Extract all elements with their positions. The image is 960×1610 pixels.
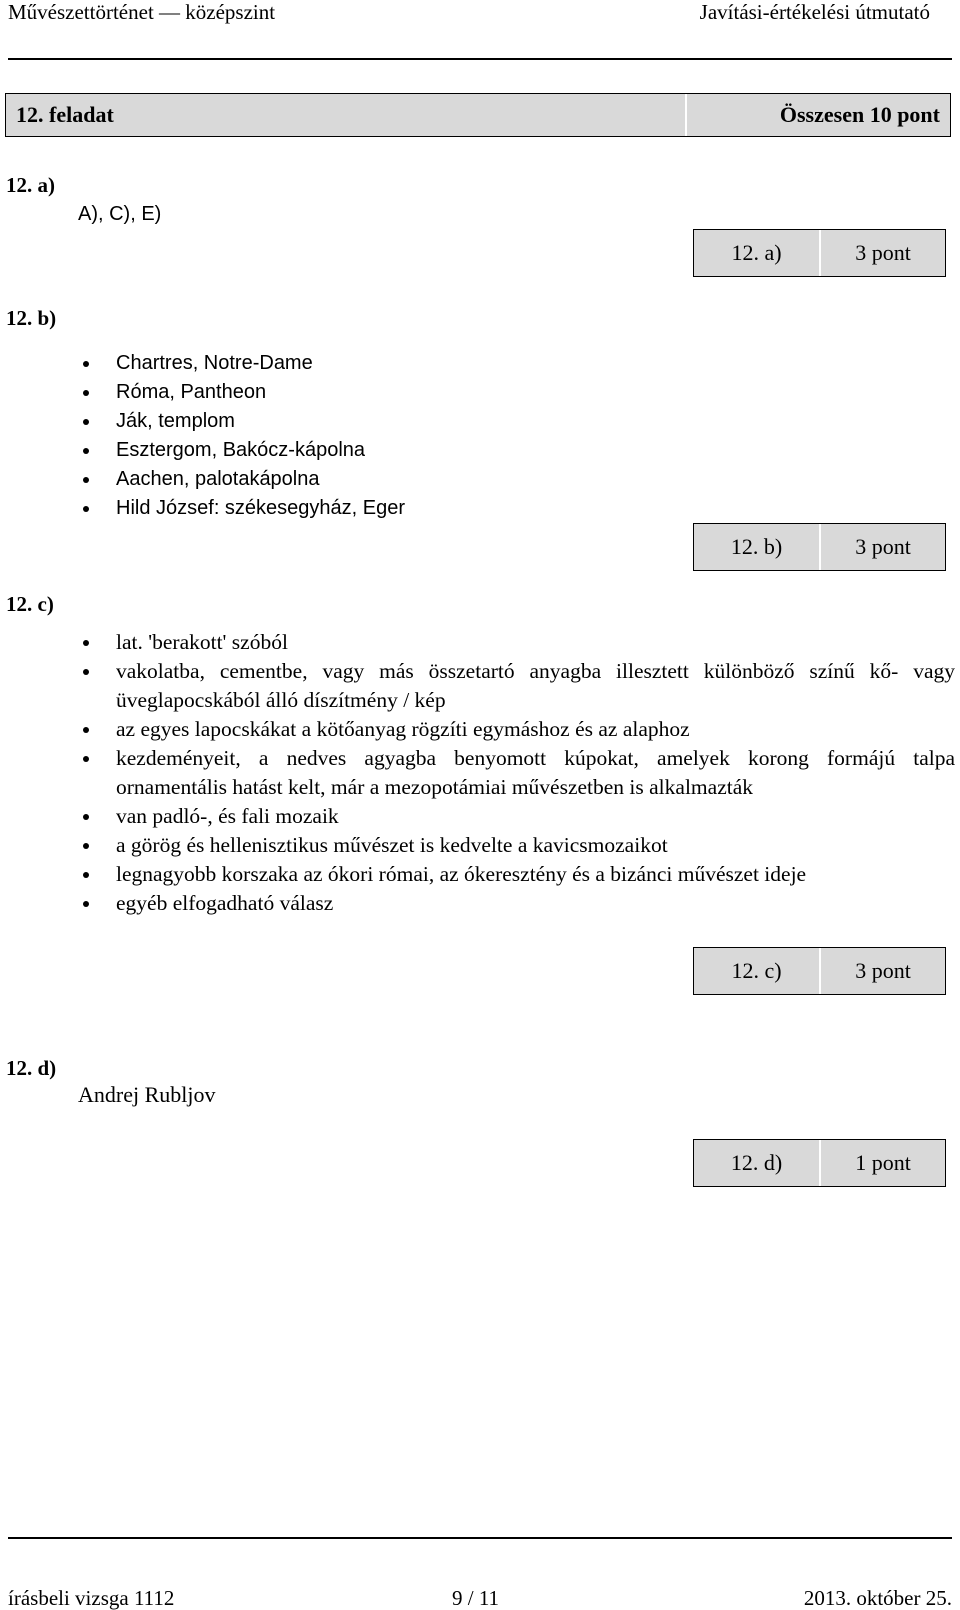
part-d-score-box <box>693 1139 946 1187</box>
part-c-score-box <box>693 947 946 995</box>
part-c-label: 12. c) <box>6 592 54 616</box>
header-rule <box>8 58 952 60</box>
part-d-score-value: 1 pont <box>855 1150 911 1175</box>
task-total-points: Összesen 10 pont <box>687 94 950 136</box>
footer-rule <box>8 1537 952 1539</box>
list-item: Aachen, palotakápolna <box>75 465 875 494</box>
part-d-label: 12. d) <box>6 1056 57 1080</box>
list-item: legnagyobb korszaka az ókori római, az ókeresztény és a bizánci művészet ideje <box>75 860 955 889</box>
footer-date: 2013. október 25. <box>803 1586 952 1610</box>
part-d-answer: Andrej Rubljov <box>78 1082 216 1107</box>
part-a-score-value: 3 pont <box>855 240 911 265</box>
part-a-score-box <box>693 229 946 277</box>
header-right-title: Javítási-értékelési útmutató <box>699 0 930 24</box>
footer-exam-code: írásbeli vizsga 1112 <box>8 1586 175 1610</box>
part-a-answer: A), C), E) <box>78 203 162 225</box>
part-a-score-label: 12. a) <box>694 230 821 276</box>
part-d-score-label: 12. d) <box>694 1140 821 1186</box>
header-left-title: Művészettörténet — középszint <box>8 0 276 24</box>
list-item: Chartres, Notre-Dame <box>75 349 875 378</box>
task-header-bar <box>5 93 951 137</box>
part-b-score-label: 12. b) <box>694 524 821 570</box>
list-item: Esztergom, Bakócz-kápolna <box>75 436 875 465</box>
part-a-label: 12. a) <box>6 173 55 197</box>
list-item: Ják, templom <box>75 407 875 436</box>
list-item: az egyes lapocskákat a kötőanyag rögzíti egymáshoz és az alaphoz <box>75 715 955 744</box>
footer-page-number: 9 / 11 <box>452 1586 500 1610</box>
list-item: lat. 'berakott' szóból <box>75 628 955 657</box>
list-item: van padló-, és fali mozaik <box>75 802 955 831</box>
list-item: Hild József: székesegyház, Eger <box>75 494 875 523</box>
part-c-list <box>75 628 955 918</box>
list-item: egyéb elfogadható válasz <box>75 889 955 918</box>
task-title: 12. feladat <box>6 94 687 136</box>
part-c-score-value: 3 pont <box>855 958 911 983</box>
part-b-label: 12. b) <box>6 306 57 330</box>
list-item: vakolatba, cementbe, vagy más összetartó anyagba illesztett különböző színű kő- vagy üveglapocskából álló díszítmény / kép <box>75 657 955 715</box>
part-c-score-label: 12. c) <box>694 948 821 994</box>
part-b-list <box>75 349 875 523</box>
list-item: a görög és hellenisztikus művészet is kedvelte a kavicsmozaikot <box>75 831 955 860</box>
list-item: Róma, Pantheon <box>75 378 875 407</box>
list-item: kezdeményeit, a nedves agyagba benyomott kúpokat, amelyek korong formájú talpa ornamentális hatást kelt, már a mezopotámiai művészetben is alkalmazták <box>75 744 955 802</box>
part-b-score-box <box>693 523 946 571</box>
part-b-score-value: 3 pont <box>855 534 911 559</box>
